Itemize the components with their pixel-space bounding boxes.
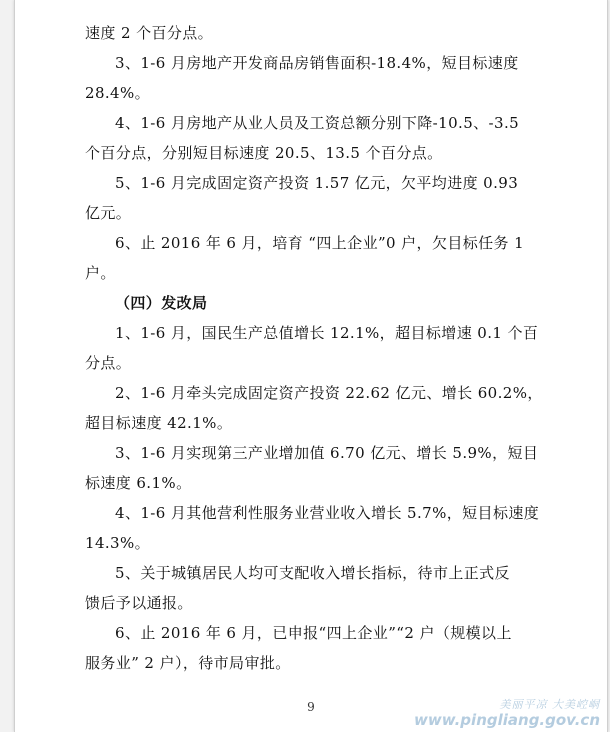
page-number: 9 bbox=[307, 700, 315, 714]
text-line: 5、1-6 月完成固定资产投资 1.57 亿元，欠平均进度 0.93 bbox=[115, 174, 519, 192]
section-heading: （四）发改局 bbox=[115, 294, 208, 312]
text-line: 馈后予以通报。 bbox=[85, 594, 193, 612]
site-watermark bbox=[414, 699, 600, 728]
text-line: 服务业” 2 户），待市局审批。 bbox=[85, 654, 291, 672]
text-line: 4、1-6 月其他营利性服务业营业收入增长 5.7%，短目标速度 bbox=[115, 504, 540, 522]
document-page bbox=[14, 0, 608, 732]
text-line: 1、1-6 月，国民生产总值增长 12.1%，超目标增速 0.1 个百 bbox=[115, 324, 539, 342]
text-line: 个百分点，分别短目标速度 20.5、13.5 个百分点。 bbox=[85, 144, 443, 162]
page-content bbox=[85, 18, 555, 678]
text-line: 3、1-6 月实现第三产业增加值 6.70 亿元、增长 5.9%，短目 bbox=[115, 444, 539, 462]
text-line: 28.4%。 bbox=[85, 84, 151, 102]
text-line: 亿元。 bbox=[85, 204, 132, 222]
text-line: 5、关于城镇居民人均可支配收入增长指标，待市上正式反 bbox=[115, 564, 510, 582]
text-line: 标速度 6.1%。 bbox=[85, 474, 192, 492]
watermark-tagline: 美丽平凉 大美崆峒 bbox=[499, 698, 600, 712]
text-line: 速度 2 个百分点。 bbox=[85, 24, 214, 42]
text-line: 超目标速度 42.1%。 bbox=[85, 414, 233, 432]
text-line: 分点。 bbox=[85, 354, 132, 372]
text-line: 4、1-6 月房地产从业人员及工资总额分别下降-10.5、-3.5 bbox=[115, 114, 520, 132]
text-line: 6、止 2016 年 6 月，已申报“四上企业”“2 户（规模以上 bbox=[115, 624, 512, 642]
text-line: 3、1-6 月房地产开发商品房销售面积-18.4%，短目标速度 bbox=[115, 54, 519, 72]
watermark-url: www.pingliang.gov.cn bbox=[414, 710, 600, 729]
text-line: 6、止 2016 年 6 月，培育 “四上企业”0 户，欠目标任务 1 bbox=[115, 234, 525, 252]
text-line: 14.3%。 bbox=[85, 534, 151, 552]
text-line: 户。 bbox=[85, 264, 116, 282]
text-line: 2、1-6 月牵头完成固定资产投资 22.62 亿元、增长 60.2%， bbox=[115, 384, 543, 402]
